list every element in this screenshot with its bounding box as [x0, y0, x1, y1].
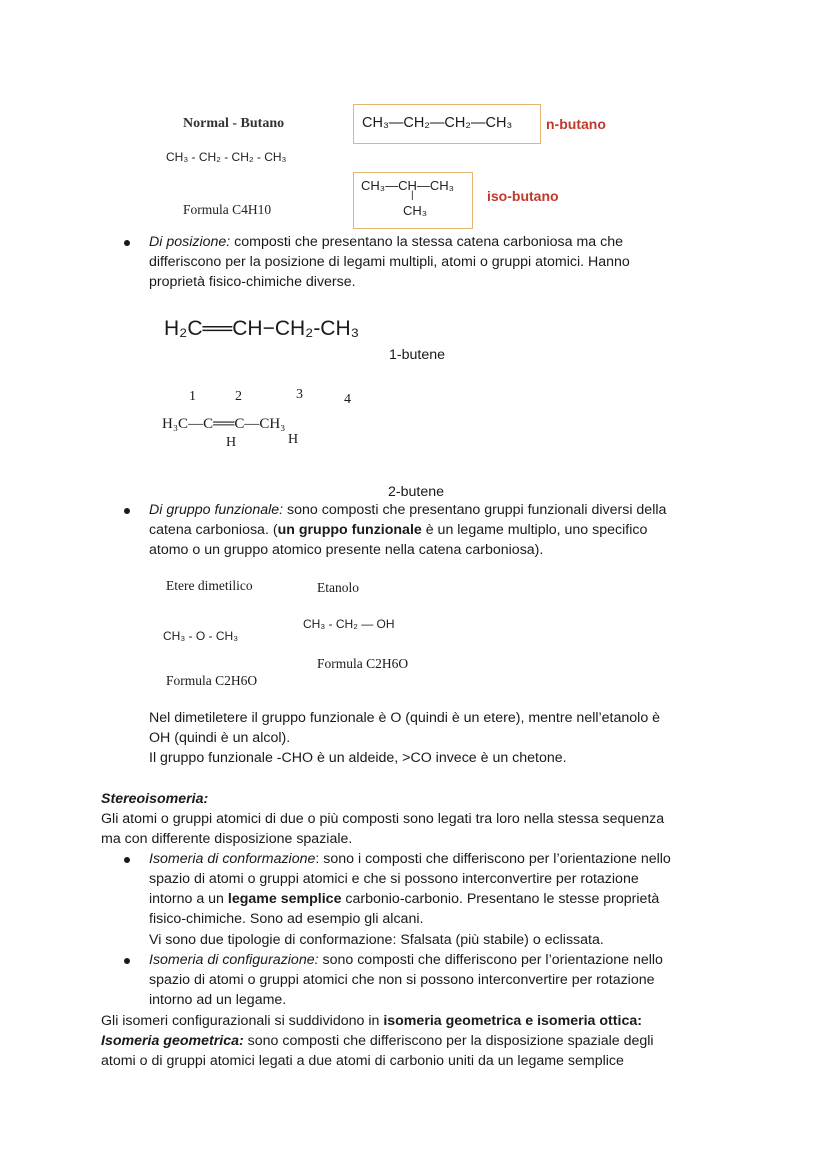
2-butene-h-right: H — [288, 432, 299, 447]
bullet-posizione — [124, 240, 130, 246]
config-line-2: spazio di atomi o gruppi atomici che non si possono interconvertire per rotazione — [149, 972, 655, 988]
geo-lead: Isomeria geometrica: — [101, 1033, 244, 1049]
conf-line-5: Vi sono due tipologie di conformazione: Sfalsata (più stabile) o eclissata. — [149, 932, 604, 948]
etere-label: Etere dimetilico — [166, 578, 253, 593]
geo-line-2: atomi o di gruppi atomici legati a due atomi di carbonio uniti da un legame semplice — [101, 1053, 624, 1069]
conf-line-2: spazio di atomi o gruppi atomici e che si possono interconvertire per rotazione — [149, 871, 639, 887]
iso-butano-label: iso-butano — [487, 188, 559, 204]
stereo-heading: Stereoisomeria: — [101, 791, 209, 807]
conf-line-3-a: intorno a un — [149, 891, 228, 907]
posizione-line-2: differiscono per la posizione di legami multipli, atomi o gruppi atomici. Hanno — [149, 254, 630, 270]
normal-butano-formula: CH₃ - CH₂ - CH₂ - CH₃ — [166, 150, 287, 164]
1-butene-formula: H₂C══CH−CH₂-CH₃ — [164, 317, 360, 340]
formula-etere: Formula C2H6O — [166, 673, 258, 688]
funzionale-line-2-b: è un legame multiplo, uno specifico — [421, 522, 648, 538]
normal-butano-label: Normal - Butano — [183, 116, 285, 131]
sub-line-bold: isomeria geometrica e isomeria ottica: — [383, 1013, 642, 1029]
posizione-line-1-text: composti che presentano la stessa catena carboniosa ma che — [230, 234, 623, 250]
funzionale-line-3: atomo o un gruppo atomico presente nella catena carboniosa). — [149, 542, 544, 558]
carbon-number-4: 4 — [344, 392, 351, 407]
note-line-3: Il gruppo funzionale -CHO è un aldeide, >CO invece è un chetone. — [149, 750, 567, 766]
conf-lead: Isomeria di conformazione — [149, 851, 316, 867]
sub-line — [101, 1011, 642, 1031]
conf-line-3-b: carbonio-carbonio. Presentano le stesse proprietà — [341, 891, 660, 907]
etanolo-formula: CH₃ - CH₂ — OH — [303, 617, 395, 631]
2-butene-h-left: H — [226, 435, 237, 450]
iso-butano-branch: CH₃ — [403, 203, 428, 218]
funzionale-line-1 — [149, 500, 666, 520]
conf-line-3 — [149, 889, 659, 909]
bullet-configurazione — [124, 958, 130, 964]
iso-butano-top: CH₃—CH—CH₃ — [361, 178, 454, 193]
bullet-conformazione — [124, 857, 130, 863]
conf-line-1 — [149, 849, 671, 869]
config-lead: Isomeria di configurazione: — [149, 952, 319, 968]
posizione-line-3: proprietà fisico-chimiche diverse. — [149, 274, 356, 290]
2-butene-chain: H₃C—C══C—CH₃ — [162, 416, 286, 432]
config-line-1 — [149, 950, 663, 970]
funzionale-line-2-a: catena carboniosa. ( — [149, 522, 278, 538]
note-line-2: OH (quindi è un alcol). — [149, 730, 291, 746]
funzionale-line-1-text: sono composti che presentano gruppi funzionali diversi della — [283, 502, 667, 518]
carbon-number-1: 1 — [189, 389, 196, 404]
funzionale-lead: Di gruppo funzionale: — [149, 502, 284, 518]
formula-c4h10: Formula C4H10 — [183, 202, 272, 217]
stereo-p1-line-1: Gli atomi o gruppi atomici di due o più composti sono legati tra loro nella stessa sequenza — [101, 811, 665, 827]
conf-line-1-text: : sono i composti che differiscono per l’orientazione nello — [315, 851, 671, 867]
bullet-funzionale — [124, 508, 130, 514]
etanolo-label: Etanolo — [317, 580, 359, 595]
conf-line-3-bold: legame semplice — [227, 891, 342, 907]
config-line-1-text: sono composti che differiscono per l’orientazione nello — [318, 952, 663, 968]
n-butano-formula: CH₃—CH₂—CH₂—CH₃ — [362, 115, 513, 131]
note-line-1: Nel dimetiletere il gruppo funzionale è O (quindi è un etere), mentre nell’etanolo è — [149, 710, 661, 726]
conf-line-4: fisico-chimiche. Sono ad esempio gli alcani. — [149, 911, 424, 927]
1-butene-label: 1-butene — [389, 347, 446, 363]
stereo-p1-line-2: ma con differente disposizione spaziale. — [101, 831, 353, 847]
n-butano-label: n-butano — [546, 116, 606, 132]
carbon-number-2: 2 — [235, 389, 242, 404]
2-butene-label: 2-butene — [388, 484, 445, 500]
funzionale-line-2-bold: un gruppo funzionale — [277, 522, 422, 538]
etere-formula: CH₃ - O - CH₃ — [163, 629, 239, 643]
iso-butano-bar: | — [411, 190, 414, 201]
config-line-3: intorno ad un legame. — [149, 992, 287, 1008]
geo-line-1 — [101, 1031, 654, 1051]
geo-line-1-text: sono composti che differiscono per la disposizione spaziale degli — [243, 1033, 654, 1049]
posizione-line-1 — [149, 232, 623, 252]
sub-line-a: Gli isomeri configurazionali si suddividono in — [101, 1013, 384, 1029]
funzionale-line-2 — [149, 520, 647, 540]
posizione-lead: Di posizione: — [149, 234, 231, 250]
formula-etanolo: Formula C2H6O — [317, 656, 409, 671]
carbon-number-3: 3 — [296, 387, 303, 402]
